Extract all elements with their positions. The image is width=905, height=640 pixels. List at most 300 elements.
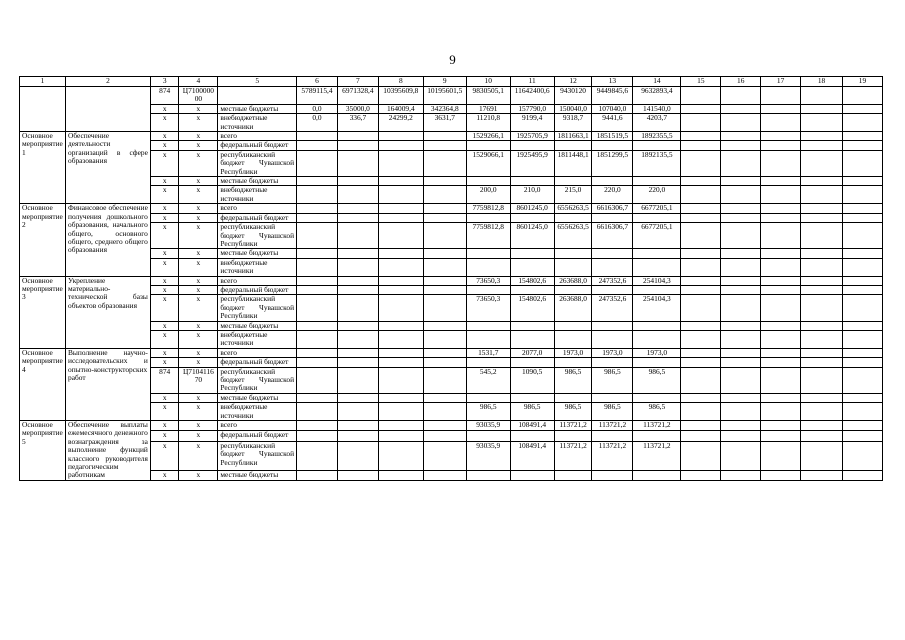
amount-cell <box>554 177 592 186</box>
amount-cell <box>378 421 423 431</box>
empty-cell <box>721 295 761 321</box>
amount-cell <box>378 249 423 258</box>
amount-cell <box>297 393 338 402</box>
amount-cell <box>378 330 423 348</box>
funding-source-cell: всего <box>218 204 297 213</box>
amount-cell <box>378 321 423 330</box>
amount-cell <box>423 223 466 249</box>
column-number-cell: 5 <box>218 77 297 87</box>
amount-cell: 215,0 <box>554 186 592 204</box>
ministry-code-cell: х <box>150 441 179 470</box>
amount-cell: 200,0 <box>466 186 510 204</box>
target-article-cell: х <box>179 348 218 357</box>
activity-title-cell: Основное мероприятие 5 <box>20 421 66 481</box>
column-number-cell: 9 <box>423 77 466 87</box>
amount-cell: 4203,7 <box>633 114 681 132</box>
empty-cell <box>842 213 882 222</box>
funding-source-cell: внебюджетные источники <box>218 186 297 204</box>
amount-cell: 0,0 <box>297 114 338 132</box>
activity-desc-cell: Выполнение научно-исследовательских и опытно-конструкторских работ <box>66 348 151 420</box>
activity-desc-cell <box>66 87 151 132</box>
column-number-cell: 1 <box>20 77 66 87</box>
empty-cell <box>761 358 801 367</box>
funding-source-cell: республиканский бюджет Чувашской Республики <box>218 367 297 393</box>
empty-cell <box>761 393 801 402</box>
empty-cell <box>681 470 721 480</box>
amount-cell <box>633 393 681 402</box>
amount-cell: 10195601,5 <box>423 87 466 105</box>
empty-cell <box>721 258 761 276</box>
amount-cell <box>337 441 378 470</box>
empty-cell <box>801 87 843 105</box>
amount-cell: 93035,9 <box>466 421 510 431</box>
amount-cell: 210,0 <box>510 186 554 204</box>
amount-cell <box>337 431 378 441</box>
ministry-code-cell: х <box>150 114 179 132</box>
amount-cell: 113721,2 <box>592 421 633 431</box>
amount-cell: 6616306,7 <box>592 204 633 213</box>
amount-cell <box>378 285 423 294</box>
target-article-cell: х <box>179 204 218 213</box>
amount-cell <box>297 470 338 480</box>
amount-cell <box>592 470 633 480</box>
amount-cell: 5789115,4 <box>297 87 338 105</box>
amount-cell <box>554 213 592 222</box>
ministry-code-cell: х <box>150 276 179 285</box>
target-article-cell: х <box>179 321 218 330</box>
amount-cell: 986,5 <box>510 403 554 421</box>
empty-cell <box>761 403 801 421</box>
empty-cell <box>842 321 882 330</box>
amount-cell <box>466 249 510 258</box>
amount-cell <box>592 141 633 150</box>
amount-cell <box>592 285 633 294</box>
amount-cell: 254104,3 <box>633 276 681 285</box>
empty-cell <box>842 421 882 431</box>
amount-cell: 7759812,8 <box>466 223 510 249</box>
funding-source-cell <box>218 87 297 105</box>
amount-cell <box>633 358 681 367</box>
amount-cell: 1529266,1 <box>466 132 510 141</box>
empty-cell <box>801 223 843 249</box>
amount-cell: 8601245,0 <box>510 223 554 249</box>
amount-cell <box>592 249 633 258</box>
empty-cell <box>761 276 801 285</box>
amount-cell <box>337 285 378 294</box>
column-number-cell: 10 <box>466 77 510 87</box>
empty-cell <box>842 348 882 357</box>
empty-cell <box>801 186 843 204</box>
amount-cell <box>466 330 510 348</box>
amount-cell <box>592 330 633 348</box>
amount-cell: 108491,4 <box>510 441 554 470</box>
empty-cell <box>681 177 721 186</box>
amount-cell <box>466 321 510 330</box>
amount-cell: 6677205,1 <box>633 223 681 249</box>
amount-cell <box>337 258 378 276</box>
amount-cell <box>337 470 378 480</box>
amount-cell <box>423 285 466 294</box>
amount-cell <box>510 141 554 150</box>
target-article-cell: х <box>179 249 218 258</box>
activity-desc-cell: Обеспечение деятельности организаций в сфере образования <box>66 132 151 204</box>
amount-cell <box>337 204 378 213</box>
empty-cell <box>842 441 882 470</box>
amount-cell <box>378 358 423 367</box>
amount-cell: 1925495,9 <box>510 150 554 176</box>
amount-cell <box>297 141 338 150</box>
empty-cell <box>681 421 721 431</box>
table-row <box>20 348 883 357</box>
empty-cell <box>721 431 761 441</box>
ministry-code-cell: х <box>150 421 179 431</box>
amount-cell <box>423 321 466 330</box>
activity-title-cell <box>20 87 66 132</box>
amount-cell: 17691 <box>466 104 510 113</box>
amount-cell <box>423 348 466 357</box>
amount-cell <box>510 393 554 402</box>
empty-cell <box>681 249 721 258</box>
amount-cell: 73650,3 <box>466 276 510 285</box>
amount-cell: 6971328,4 <box>337 87 378 105</box>
empty-cell <box>721 470 761 480</box>
amount-cell <box>378 177 423 186</box>
page-number: 9 <box>449 52 456 67</box>
column-number-cell: 4 <box>179 77 218 87</box>
ministry-code-cell: х <box>150 249 179 258</box>
empty-cell <box>842 258 882 276</box>
amount-cell <box>423 431 466 441</box>
amount-cell <box>423 141 466 150</box>
amount-cell <box>337 223 378 249</box>
amount-cell <box>337 295 378 321</box>
amount-cell: 11642400,6 <box>510 87 554 105</box>
amount-cell <box>633 285 681 294</box>
amount-cell <box>297 403 338 421</box>
funding-source-cell: местные бюджеты <box>218 321 297 330</box>
target-article-cell: Ц7100000 00 <box>179 87 218 105</box>
amount-cell <box>592 321 633 330</box>
amount-cell <box>378 150 423 176</box>
empty-cell <box>761 258 801 276</box>
amount-cell <box>633 470 681 480</box>
ministry-code-cell: х <box>150 132 179 141</box>
empty-cell <box>801 470 843 480</box>
amount-cell <box>297 150 338 176</box>
empty-cell <box>681 330 721 348</box>
empty-cell <box>842 114 882 132</box>
amount-cell: 157790,0 <box>510 104 554 113</box>
empty-cell <box>801 348 843 357</box>
amount-cell <box>297 321 338 330</box>
empty-cell <box>842 403 882 421</box>
amount-cell: 9430120 <box>554 87 592 105</box>
column-number-cell: 18 <box>801 77 843 87</box>
amount-cell: 9441,6 <box>592 114 633 132</box>
target-article-cell: х <box>179 358 218 367</box>
target-article-cell: х <box>179 104 218 113</box>
empty-cell <box>681 403 721 421</box>
amount-cell <box>337 132 378 141</box>
amount-cell: 141540,0 <box>633 104 681 113</box>
target-article-cell: х <box>179 186 218 204</box>
target-article-cell: х <box>179 114 218 132</box>
empty-cell <box>761 223 801 249</box>
amount-cell: 9318,7 <box>554 114 592 132</box>
empty-cell <box>842 223 882 249</box>
empty-cell <box>842 186 882 204</box>
empty-cell <box>842 358 882 367</box>
empty-cell <box>681 141 721 150</box>
empty-cell <box>681 348 721 357</box>
empty-cell <box>681 295 721 321</box>
amount-cell <box>378 186 423 204</box>
empty-cell <box>761 204 801 213</box>
table-row <box>20 276 883 285</box>
empty-cell <box>842 87 882 105</box>
amount-cell <box>633 321 681 330</box>
amount-cell <box>337 276 378 285</box>
amount-cell <box>378 367 423 393</box>
amount-cell <box>423 441 466 470</box>
amount-cell <box>592 358 633 367</box>
empty-cell <box>801 150 843 176</box>
amount-cell <box>337 186 378 204</box>
amount-cell <box>337 393 378 402</box>
amount-cell: 6616306,7 <box>592 223 633 249</box>
funding-source-cell: внебюджетные источники <box>218 114 297 132</box>
amount-cell: 113721,2 <box>592 441 633 470</box>
empty-cell <box>801 258 843 276</box>
amount-cell <box>423 421 466 431</box>
empty-cell <box>842 295 882 321</box>
amount-cell <box>466 393 510 402</box>
ministry-code-cell: 874 <box>150 367 179 393</box>
amount-cell: 10395609,8 <box>378 87 423 105</box>
empty-cell <box>681 367 721 393</box>
amount-cell <box>378 213 423 222</box>
amount-cell <box>337 177 378 186</box>
empty-cell <box>761 321 801 330</box>
empty-cell <box>721 348 761 357</box>
empty-cell <box>761 132 801 141</box>
empty-cell <box>842 104 882 113</box>
amount-cell <box>378 393 423 402</box>
amount-cell <box>297 348 338 357</box>
empty-cell <box>721 177 761 186</box>
amount-cell: 9632893,4 <box>633 87 681 105</box>
empty-cell <box>842 249 882 258</box>
ministry-code-cell: х <box>150 285 179 294</box>
ministry-code-cell: х <box>150 258 179 276</box>
amount-cell <box>466 213 510 222</box>
amount-cell <box>337 321 378 330</box>
target-article-cell: х <box>179 393 218 402</box>
empty-cell <box>801 204 843 213</box>
empty-cell <box>801 393 843 402</box>
empty-cell <box>761 114 801 132</box>
amount-cell <box>554 393 592 402</box>
amount-cell: 1851519,5 <box>592 132 633 141</box>
amount-cell <box>378 132 423 141</box>
amount-cell: 247352,6 <box>592 276 633 285</box>
empty-cell <box>801 132 843 141</box>
funding-source-cell: республиканский бюджет Чувашской Республики <box>218 441 297 470</box>
empty-cell <box>761 87 801 105</box>
amount-cell: 150040,0 <box>554 104 592 113</box>
amount-cell: 108491,4 <box>510 421 554 431</box>
amount-cell <box>466 141 510 150</box>
amount-cell <box>592 258 633 276</box>
activity-desc-cell: Обеспечение выплаты ежемесячного денежного вознаграждения за выполнение функций классного руководителя педагогическим работникам <box>66 421 151 481</box>
empty-cell <box>721 87 761 105</box>
activity-title-cell: Основное мероприятие 3 <box>20 276 66 348</box>
empty-cell <box>801 330 843 348</box>
amount-cell <box>297 177 338 186</box>
amount-cell: 7759812,8 <box>466 204 510 213</box>
table-row <box>20 87 883 105</box>
empty-cell <box>801 358 843 367</box>
amount-cell: 220,0 <box>592 186 633 204</box>
empty-cell <box>721 358 761 367</box>
amount-cell: 220,0 <box>633 186 681 204</box>
ministry-code-cell: х <box>150 213 179 222</box>
empty-cell <box>721 104 761 113</box>
amount-cell <box>378 258 423 276</box>
funding-source-cell: местные бюджеты <box>218 470 297 480</box>
amount-cell <box>592 177 633 186</box>
amount-cell: 247352,6 <box>592 295 633 321</box>
amount-cell <box>423 330 466 348</box>
amount-cell <box>510 177 554 186</box>
amount-cell <box>554 141 592 150</box>
amount-cell <box>554 321 592 330</box>
amount-cell <box>423 393 466 402</box>
amount-cell <box>423 258 466 276</box>
amount-cell: 113721,2 <box>633 421 681 431</box>
ministry-code-cell: х <box>150 186 179 204</box>
empty-cell <box>761 177 801 186</box>
amount-cell <box>466 285 510 294</box>
empty-cell <box>761 348 801 357</box>
empty-cell <box>761 367 801 393</box>
amount-cell <box>297 276 338 285</box>
empty-cell <box>721 249 761 258</box>
column-number-cell: 7 <box>337 77 378 87</box>
empty-cell <box>761 186 801 204</box>
amount-cell <box>378 141 423 150</box>
empty-cell <box>842 330 882 348</box>
ministry-code-cell: х <box>150 295 179 321</box>
target-article-cell: х <box>179 223 218 249</box>
target-article-cell: х <box>179 403 218 421</box>
amount-cell <box>337 421 378 431</box>
ministry-code-cell: х <box>150 393 179 402</box>
amount-cell <box>297 186 338 204</box>
amount-cell <box>297 367 338 393</box>
activity-desc-cell: Укрепление материально-технической базы объектов образования <box>66 276 151 348</box>
amount-cell <box>510 321 554 330</box>
activity-title-cell: Основное мероприятие 1 <box>20 132 66 204</box>
amount-cell <box>633 431 681 441</box>
amount-cell <box>297 441 338 470</box>
amount-cell <box>423 150 466 176</box>
empty-cell <box>681 132 721 141</box>
amount-cell <box>423 177 466 186</box>
amount-cell: 35000,0 <box>337 104 378 113</box>
amount-cell: 263688,0 <box>554 276 592 285</box>
target-article-cell: х <box>179 441 218 470</box>
empty-cell <box>721 150 761 176</box>
amount-cell <box>633 141 681 150</box>
amount-cell <box>337 249 378 258</box>
column-number-cell: 12 <box>554 77 592 87</box>
target-article-cell: х <box>179 285 218 294</box>
amount-cell: 164009,4 <box>378 104 423 113</box>
amount-cell: 1529066,1 <box>466 150 510 176</box>
amount-cell: 6556263,5 <box>554 223 592 249</box>
column-number-cell: 16 <box>721 77 761 87</box>
target-article-cell: х <box>179 141 218 150</box>
amount-cell: 986,5 <box>592 403 633 421</box>
amount-cell: 0,0 <box>297 104 338 113</box>
empty-cell <box>842 431 882 441</box>
empty-cell <box>681 150 721 176</box>
amount-cell <box>378 441 423 470</box>
table-row <box>20 204 883 213</box>
target-article-cell: х <box>179 421 218 431</box>
amount-cell <box>423 204 466 213</box>
amount-cell <box>466 431 510 441</box>
amount-cell: 8601245,0 <box>510 204 554 213</box>
column-number-cell: 11 <box>510 77 554 87</box>
amount-cell: 986,5 <box>554 367 592 393</box>
empty-cell <box>761 249 801 258</box>
ministry-code-cell: х <box>150 321 179 330</box>
empty-cell <box>801 276 843 285</box>
amount-cell: 1892135,5 <box>633 150 681 176</box>
empty-cell <box>681 204 721 213</box>
empty-cell <box>681 104 721 113</box>
amount-cell <box>297 258 338 276</box>
funding-source-cell: всего <box>218 421 297 431</box>
amount-cell <box>592 393 633 402</box>
empty-cell <box>721 403 761 421</box>
funding-source-cell: местные бюджеты <box>218 177 297 186</box>
funding-source-cell: федеральный бюджет <box>218 141 297 150</box>
amount-cell <box>466 470 510 480</box>
empty-cell <box>801 177 843 186</box>
funding-source-cell: федеральный бюджет <box>218 358 297 367</box>
amount-cell: 6556263,5 <box>554 204 592 213</box>
ministry-code-cell: х <box>150 348 179 357</box>
amount-cell <box>510 358 554 367</box>
amount-cell: 263688,0 <box>554 295 592 321</box>
amount-cell <box>297 132 338 141</box>
amount-cell: 113721,2 <box>554 441 592 470</box>
empty-cell <box>681 285 721 294</box>
empty-cell <box>842 132 882 141</box>
funding-source-cell: республиканский бюджет Чувашской Республики <box>218 295 297 321</box>
amount-cell <box>337 150 378 176</box>
empty-cell <box>681 87 721 105</box>
empty-cell <box>842 177 882 186</box>
column-number-cell: 13 <box>592 77 633 87</box>
empty-cell <box>721 186 761 204</box>
amount-cell <box>592 213 633 222</box>
amount-cell: 93035,9 <box>466 441 510 470</box>
amount-cell <box>592 431 633 441</box>
